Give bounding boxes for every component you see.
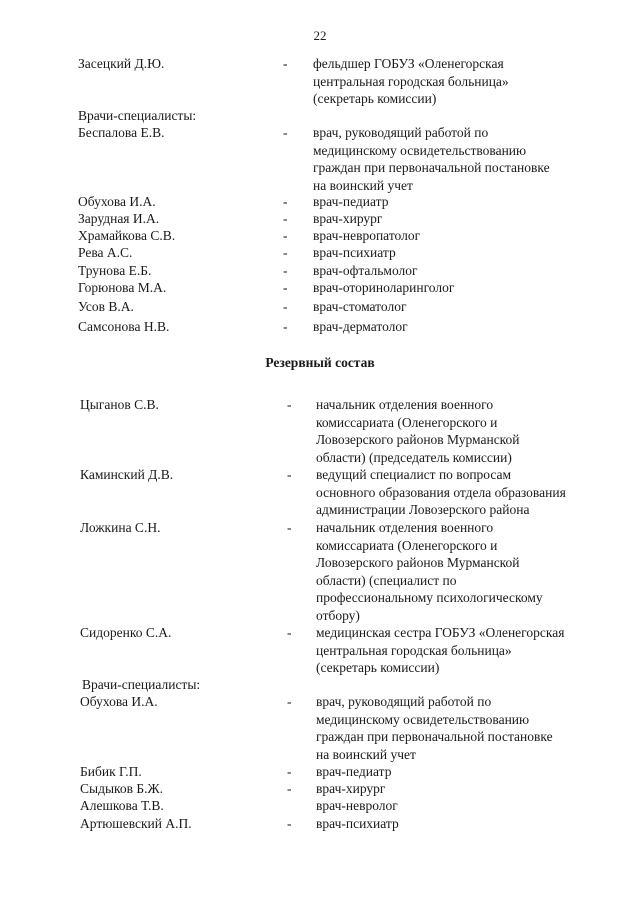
specialist-role: врач-педиатр [316,764,392,779]
specialist-dash: - [283,280,288,295]
specialist-role: врач-дерматолог [313,319,408,334]
member-name: Цыганов С.В. [80,397,159,412]
specialists-heading: Врачи-специалисты: [82,677,201,692]
member-role: ведущий специалист по вопросам основного образования отдела образования администрации Ловозерского района [316,467,566,517]
specialist-name: Обухова И.А. [80,694,158,709]
specialist-role: врач-офтальмолог [313,263,418,278]
specialist-role: врач-психиатр [316,816,399,831]
specialist-name: Артюшевский А.П. [80,816,192,831]
specialist-name: Самсонова Н.В. [78,319,170,334]
specialist-dash: - [283,263,288,278]
reserve-section-title: Резервный состав [265,355,375,370]
specialist-name: Алешкова Т.В. [80,798,164,813]
member-role: медицинская сестра ГОБУЗ «Оленегорская центральная городская больница» (секретарь комиссии) [316,625,565,675]
specialist-dash: - [283,211,288,226]
specialist-dash: - [283,299,288,314]
specialist-role: врач, руководящий работой по медицинскому освидетельствованию граждан при первоначальной постановке на воинский учет [316,694,553,762]
specialist-dash: - [283,228,288,243]
specialist-dash: - [283,245,288,260]
specialists-heading: Врачи-специалисты: [78,108,197,123]
member-dash: - [287,467,292,482]
member-dash: - [283,56,288,71]
specialist-name: Сыдыков Б.Ж. [80,781,163,796]
member-dash: - [287,520,292,535]
specialist-name: Горюнова М.А. [78,280,167,295]
specialist-dash: - [283,319,288,334]
specialist-name: Обухова И.А. [78,194,156,209]
specialist-dash: - [283,125,288,140]
specialist-dash: - [287,694,292,709]
specialist-role: врач-оториноларинголог [313,280,455,295]
specialist-role: врач-невролог [316,798,398,813]
specialist-name: Беспалова Е.В. [78,125,165,140]
specialist-dash: - [287,764,292,779]
specialist-role: врач, руководящий работой по медицинскому освидетельствованию граждан при первоначальной постановке на воинский учет [313,125,550,193]
page-number: 22 [313,28,327,43]
member-name: Сидоренко С.А. [80,625,172,640]
member-dash: - [287,625,292,640]
member-role: начальник отделения военного комиссариата (Оленегорского и Ловозерского районов Мурманской области) (председатель комиссии) [316,397,520,465]
specialist-name: Зарудная И.А. [78,211,160,226]
specialist-role: врач-педиатр [313,194,389,209]
specialist-name: Бибик Г.П. [80,764,142,779]
specialist-name: Храмайкова С.В. [78,228,176,243]
specialist-dash: - [287,781,292,796]
specialist-role: врач-психиатр [313,245,396,260]
specialist-role: врач-невропатолог [313,228,421,243]
specialist-role: врач-хирург [316,781,386,796]
specialist-dash: - [283,194,288,209]
specialist-role: врач-хирург [313,211,383,226]
specialist-name: Трунова Е.Б. [78,263,152,278]
member-name: Ложкина С.Н. [80,520,161,535]
member-role: начальник отделения военного комиссариата (Оленегорского и Ловозерского районов Мурманской области) (специалист по профессиональному психологическому отбору) [316,520,543,623]
member-name: Каминский Д.В. [80,467,174,482]
specialist-role: врач-стоматолог [313,299,407,314]
specialist-name: Усов В.А. [78,299,134,314]
member-dash: - [287,397,292,412]
specialist-dash: - [287,816,292,831]
member-name: Засецкий Д.Ю. [78,56,165,71]
member-role: фельдшер ГОБУЗ «Оленегорская центральная городская больница» (секретарь комиссии) [313,56,509,106]
specialist-name: Рева А.С. [78,245,133,260]
